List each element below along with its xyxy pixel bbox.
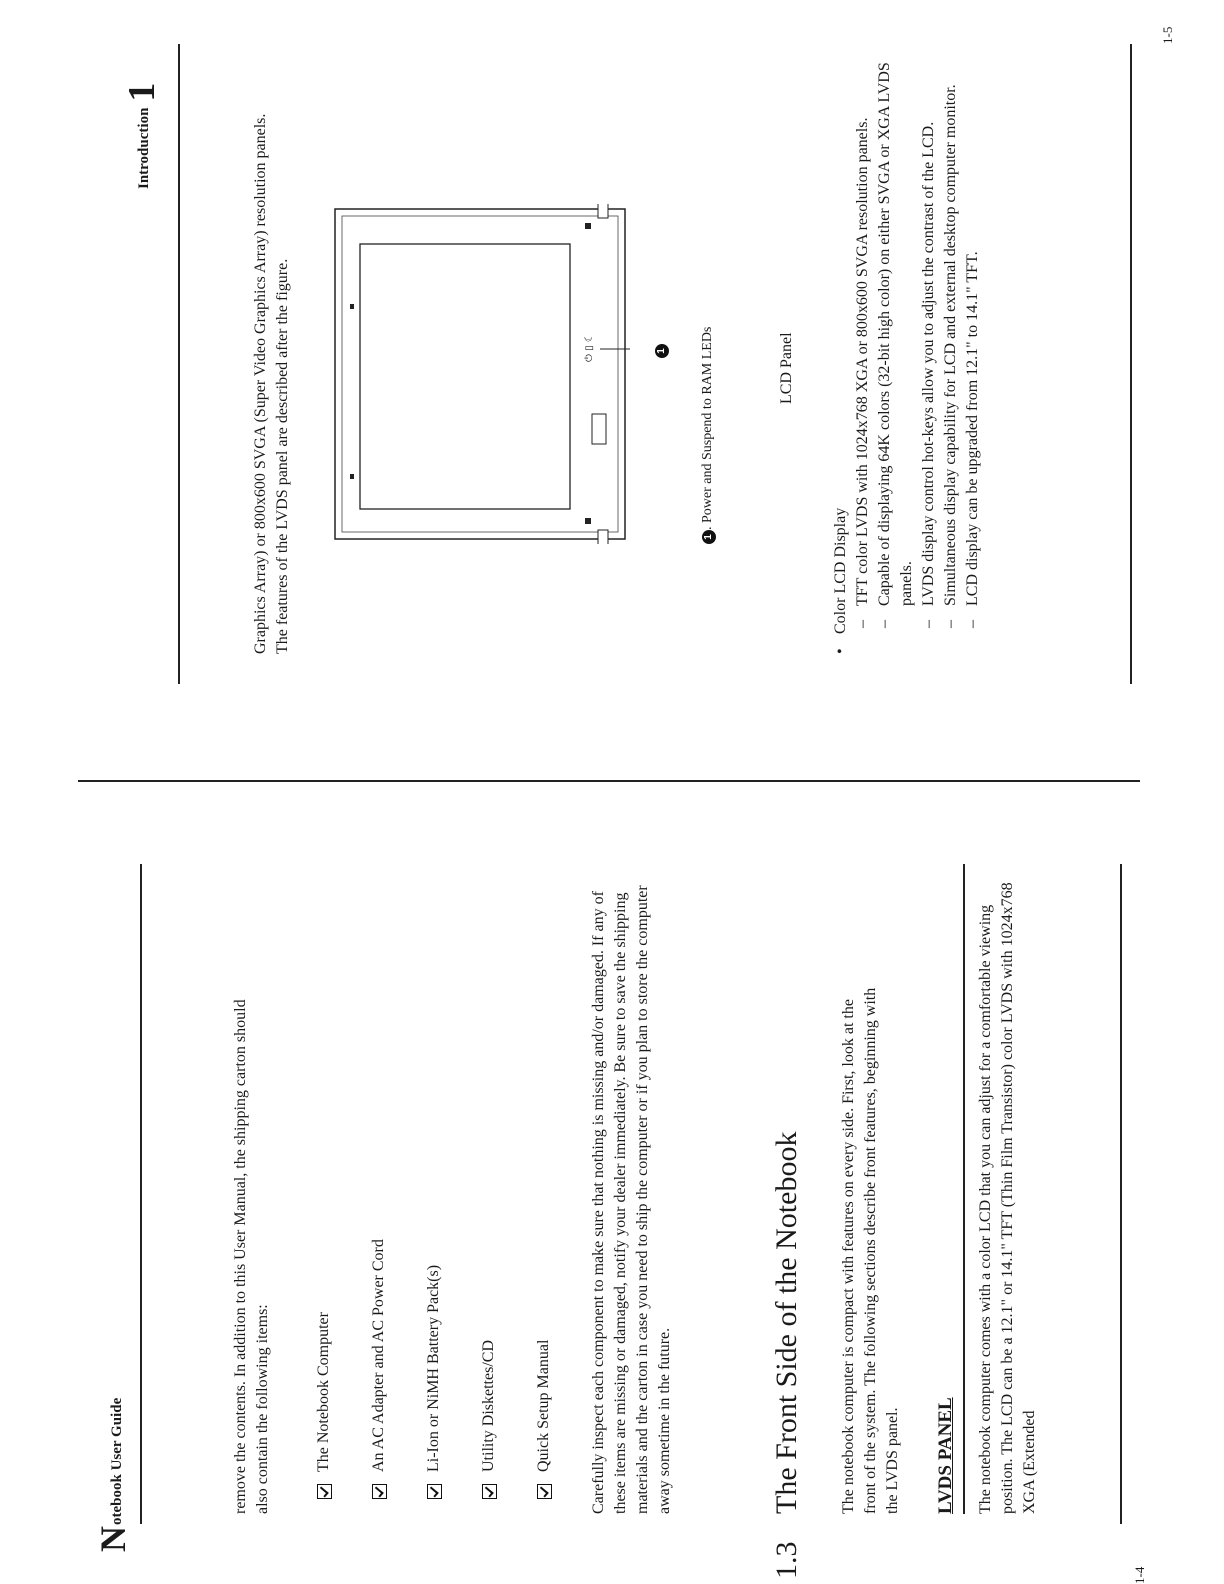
checklist-label: Li-Ion or NiMH Battery Pack(s) bbox=[425, 1264, 442, 1472]
gutter-rule bbox=[78, 780, 1140, 782]
checkbox-icon bbox=[482, 1484, 497, 1499]
dash-icon: – bbox=[942, 620, 959, 628]
svg-text:⏻ ▯ ☾: ⏻ ▯ ☾ bbox=[584, 333, 595, 362]
header-chapter-number: 1 bbox=[121, 82, 163, 102]
continued-paragraph: Graphics Array) or 800x600 SVGA (Super Video Graphics Array) resolution panels. The features of the LVDS panel are described after the figure. bbox=[252, 113, 291, 654]
feature-item-text: LVDS display control hot-keys allow you to adjust the contrast of the LCD. bbox=[920, 121, 937, 606]
checklist-label: The Notebook Computer bbox=[315, 1312, 332, 1472]
feature-item-text: Capable of displaying 64K colors (32-bit high color) on either SVGA or XGA LVDS panels. bbox=[876, 62, 915, 606]
subhead-paragraph: The notebook computer comes with a color LCD that you can adjust for a comfortable viewing position. The LCD can be a 12.1" or 14.1" TFT (Thin Film Transistor) color LVDS with 1024x768 XGA (Extended bbox=[977, 882, 1038, 1514]
feature-item bbox=[962, 34, 984, 634]
feature-item-text: LCD display can be upgraded from 12.1" to 14.1" TFT. bbox=[964, 251, 981, 606]
feature-list bbox=[830, 34, 984, 654]
checkbox-icon bbox=[537, 1484, 552, 1499]
feature-bullet-text: Color LCD Display bbox=[832, 507, 849, 634]
section-title: The Front Side of the Notebook bbox=[770, 1131, 803, 1514]
caption-callout-marker: 1 bbox=[702, 530, 716, 544]
lvds-panel-subhead: LVDS PANEL bbox=[935, 1397, 956, 1514]
dash-icon: – bbox=[854, 620, 871, 628]
figure-caption bbox=[700, 327, 716, 544]
subhead-rule bbox=[963, 864, 965, 1514]
caption-text: . Power and Suspend to RAM LEDs bbox=[700, 326, 715, 530]
checkbox-icon bbox=[317, 1484, 332, 1499]
checklist-item bbox=[535, 1340, 553, 1499]
feature-bullet bbox=[830, 34, 852, 654]
inspect-paragraph: Carefully inspect each component to make sure that nothing is missing and/or damaged. If any of these items are missing or damaged, notify your dealer immediately. Be sure to save the shipping materials and the carton in case you need to ship the computer or if you plan to store the computer away sometime in the future. bbox=[590, 885, 673, 1514]
section-paragraph: The notebook computer is compact with features on every side. First, look at the front of the system. The following sections describe front features, beginning with the LVDS panel. bbox=[840, 987, 901, 1514]
figure-title: LCD Panel bbox=[778, 332, 795, 404]
checkbox-icon bbox=[427, 1484, 442, 1499]
feature-item bbox=[940, 34, 962, 634]
dash-icon: – bbox=[876, 620, 893, 628]
header-initial: N bbox=[93, 1526, 133, 1552]
section-number: 1.3 bbox=[770, 1541, 803, 1579]
left-page-number: 1-4 bbox=[1132, 1566, 1147, 1584]
right-footer-rule bbox=[1130, 44, 1132, 684]
right-running-header bbox=[120, 83, 164, 189]
header-text: otebook User Guide bbox=[109, 1397, 125, 1525]
checklist-label: Quick Setup Manual bbox=[535, 1339, 552, 1472]
checklist-label: An AC Adapter and AC Power Cord bbox=[370, 1239, 387, 1472]
checklist-item bbox=[480, 1340, 498, 1499]
checklist-item bbox=[370, 1239, 388, 1499]
checkbox-icon bbox=[372, 1484, 387, 1499]
right-header-rule bbox=[178, 44, 180, 684]
right-page-number: 1-5 bbox=[1160, 26, 1175, 44]
checklist-item bbox=[425, 1265, 443, 1499]
left-running-header bbox=[92, 1398, 134, 1552]
checklist-item bbox=[315, 1312, 333, 1499]
intro-paragraph: remove the contents. In addition to this User Manual, the shipping carton should also contain the following items: bbox=[232, 999, 271, 1514]
left-footer-rule bbox=[1120, 864, 1122, 1524]
dash-icon: – bbox=[920, 620, 937, 628]
lcd-panel-figure bbox=[330, 204, 630, 544]
feature-item bbox=[852, 34, 874, 634]
checklist-label: Utility Diskettes/CD bbox=[480, 1340, 497, 1472]
dash-icon: – bbox=[964, 620, 981, 628]
feature-item-text: TFT color LVDS with 1024x768 XGA or 800x600 SVGA resolution panels. bbox=[854, 117, 871, 606]
bullet-icon: • bbox=[832, 648, 849, 654]
feature-item bbox=[918, 34, 940, 634]
left-header-rule bbox=[140, 864, 142, 1524]
figure-callout-marker: 1 bbox=[655, 344, 669, 358]
feature-item-text: Simultaneous display capability for LCD and external desktop computer monitor. bbox=[942, 84, 959, 606]
feature-item bbox=[874, 34, 918, 634]
header-chapter-label: Introduction bbox=[136, 107, 152, 189]
